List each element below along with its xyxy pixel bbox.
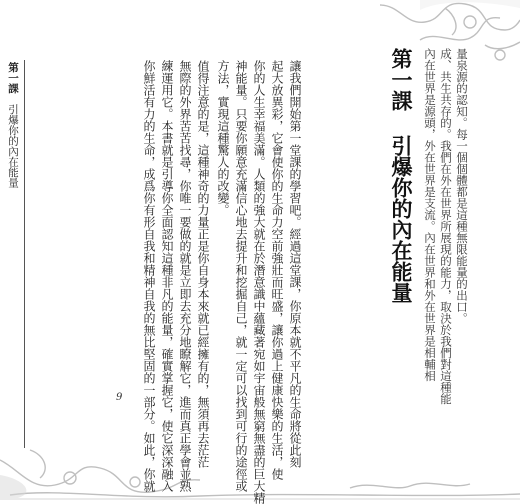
body-line: 你鮮活有力的生命，成爲你有形自我和精神自我的無比堅固的一部分。如此，你就: [142, 60, 156, 492]
body-line: 練運用它。本書就是引導你全面認知這種非凡的能量，確實掌握它，使它深深融入: [160, 60, 174, 492]
body-line: 神能量。只要你願意充滿信心地去提升和挖掘自己，就一定可以找到可行的途徑或: [234, 60, 248, 492]
body-line: 值得注意的是，這種神奇的力量正是你自身本來就已經擁有的，無須再去茫茫: [196, 60, 210, 468]
page-number: 9: [116, 392, 123, 403]
body-line: 無際的外界苦苦找尋，你唯一要做的就是立即去充分地瞭解它，進而真正學會並熟: [178, 60, 192, 492]
body-line: 起大放異彩，它會使你的生命力空前強壯而旺盛，讓你過上健康快樂的生活，使: [270, 60, 284, 480]
body-line: 方法，實現這種驚人的改變。: [216, 60, 230, 216]
quote-line: 內在世界是源頭，外在世界是支流。內在世界和外在世界是相輔相: [423, 48, 437, 382]
running-header-title: 引爆你的內在能量: [7, 104, 19, 188]
body-line: 讓我們開始第一堂課的學習吧。經過這堂課，你原本就不平凡的生命將從此刻: [288, 60, 302, 468]
quote-line: 成、共生共存的。我們在外在世界所展現的能力，取決於我們對這種能: [439, 48, 453, 405]
running-header-lesson: 第一課: [7, 62, 19, 94]
chapter-title: 第一課 引爆你的內在能量: [389, 48, 413, 303]
running-header: [6, 62, 21, 188]
quote-line: 量泉源的認知。每一個個體都是這種無限能量的出口。: [455, 48, 469, 324]
side-rule: [24, 60, 25, 448]
body-line: 你的人生幸福美滿。人類的強大就在於潛意識中蘊藏著宛如宇宙般無窮無盡的巨大精: [252, 60, 266, 504]
